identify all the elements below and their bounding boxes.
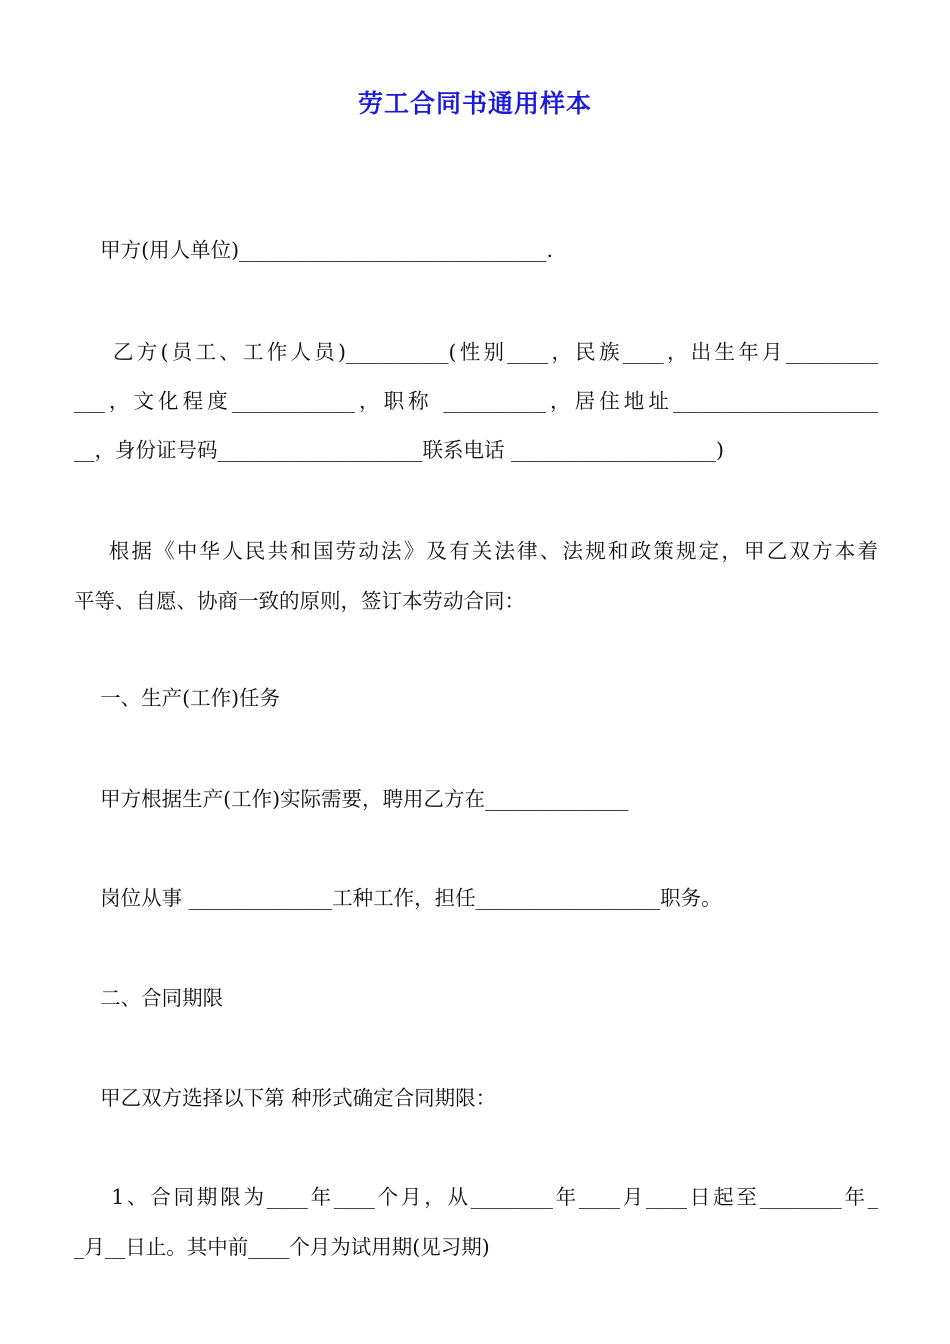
section-1-text-1: 甲方根据生产(工作)实际需要，聘用乙方在______________ xyxy=(74,787,629,811)
section-2-heading: 二、合同期限 xyxy=(74,986,224,1010)
term-clause-line-2: _月__日止。其中前____个月为试用期(见习期) xyxy=(74,1235,490,1259)
term-clause-line-1: 1、合同期限为____年____个月，从________年____月____日起至________年_ xyxy=(74,1185,878,1209)
party-b-line-3: __，身份证号码____________________联系电话 ____________________) xyxy=(74,438,725,462)
section-2-text: 甲乙双方选择以下第 种形式确定合同期限： xyxy=(74,1086,497,1110)
party-b-line-2: ___，文化程度____________，职称 __________，居住地址____________________ xyxy=(74,389,878,413)
preamble-line-1: 根据《中华人民共和国劳动法》及有关法律、法规和政策规定，甲乙双方本着 xyxy=(74,539,878,563)
preamble-line-2: 平等、自愿、协商一致的原则，签订本劳动合同： xyxy=(74,589,525,613)
section-1-heading: 一、生产(工作)任务 xyxy=(74,686,281,710)
party-b-line-1: 乙方(员工、工作人员)__________(性别____，民族____，出生年月_________ xyxy=(74,340,878,364)
document-title: 劳工合同书通用样本 xyxy=(357,89,592,118)
party-a-line: 甲方(用人单位)______________________________. xyxy=(74,238,554,262)
section-1-text-2: 岗位从事 ______________工种工作，担任__________________职务。 xyxy=(74,886,722,910)
